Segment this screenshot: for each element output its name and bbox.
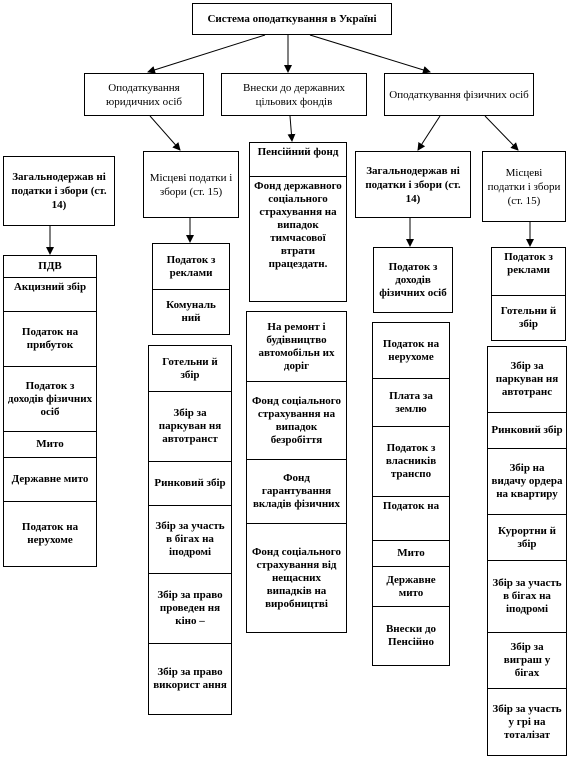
- phys-local-list-b: [487, 346, 567, 756]
- list-item: Податок на: [373, 497, 449, 541]
- phys-local-list-a: [491, 247, 566, 341]
- list-item: Збір за право використ ання: [153, 666, 227, 691]
- list-item: Податок на нерухоме: [21, 521, 79, 546]
- list-item: Збір за право проведен ня кіно –: [149, 574, 231, 644]
- list-item: Податок з доходів фізичних осіб: [4, 367, 96, 432]
- list-item: Фонд соціального страхування від нещасних випадків на виробництві: [251, 545, 342, 610]
- arrow-root-physical: [310, 35, 430, 72]
- legal-national-list: [3, 255, 97, 567]
- arrow-legal-local: [150, 116, 180, 150]
- list-item: Податок на прибуток: [4, 312, 96, 367]
- legal-local-taxes-label: Місцеві податки і збори (ст. 15): [149, 171, 233, 198]
- list-item: Внески до Пенсійно: [385, 623, 437, 648]
- phys-national-list-b: [372, 322, 450, 666]
- phys-local-taxes-label: Місцеві податки і збори (ст. 15): [487, 166, 561, 207]
- list-item: Податок з реклами: [153, 244, 229, 290]
- list-item: Ринковий збір: [488, 413, 566, 449]
- list-item: На ремонт і будівництво автомобільн их доріг: [247, 312, 346, 382]
- state-funds-label: Внески до державних цільових фондів: [242, 81, 346, 108]
- state-funds-box: [221, 73, 367, 116]
- legal-national-taxes-box: [3, 156, 115, 226]
- list-item: Збір за паркуван ня автотранст: [149, 392, 231, 462]
- legal-entities-box: [84, 73, 204, 116]
- list-item: Фонд гарантування вкладів фізичних: [247, 460, 346, 524]
- list-item: Державне мито: [373, 567, 449, 607]
- list-item: Комуналь ний: [166, 299, 216, 324]
- list-item: Збір за участь в бігах на іподромі: [149, 506, 231, 574]
- list-item: Готельни й збір: [500, 305, 557, 330]
- list-item: Податок з доходів фізичних осіб: [379, 260, 447, 299]
- list-item: Мито: [373, 541, 449, 567]
- list-item: Готельни й збір: [149, 346, 231, 392]
- phys-local-taxes-box: [482, 151, 566, 222]
- physical-persons-box: [384, 73, 534, 116]
- root-label: Система оподаткування в Україні: [207, 13, 377, 25]
- list-item: Акцизний збір: [4, 278, 96, 312]
- list-item: Податок на нерухоме: [373, 323, 449, 379]
- legal-national-taxes-label: Загальнодержав ні податки і збори (ст. 14): [11, 171, 107, 211]
- list-item: Мито: [4, 432, 96, 458]
- physical-persons-label: Оподаткування фізичних осіб: [389, 88, 529, 101]
- phys-national-taxes-label: Загальнодержав ні податки і збори (ст. 14): [365, 164, 461, 205]
- list-item: Державне мито: [4, 458, 96, 502]
- legal-entities-label: Оподаткування юридичних осіб: [106, 81, 182, 108]
- arrow-phys-local: [485, 116, 518, 150]
- legal-local-list-a: [152, 243, 230, 335]
- list-item: Збір за участь в бігах на іподромі: [488, 561, 566, 633]
- list-item: Фонд соціального страхування на випадок безробіття: [247, 382, 346, 460]
- list-item: Курортни й збір: [488, 515, 566, 561]
- legal-local-taxes-box: [143, 151, 239, 218]
- pension-fund-stack: [249, 142, 347, 302]
- arrow-phys-national: [418, 116, 440, 150]
- list-item: Фонд державного соціального страхування на випадок тимчасової втрати працездатн.: [254, 180, 342, 270]
- list-item: Збір за паркуван ня автотранс: [488, 347, 566, 413]
- arrow-funds-pension: [290, 116, 292, 141]
- funds-list: [246, 311, 347, 633]
- arrow-root-legal: [148, 35, 265, 72]
- phys-national-list-a: [373, 247, 453, 313]
- list-item: Пенсійний фонд: [250, 143, 346, 177]
- list-item: Плата за землю: [373, 379, 449, 427]
- list-item: ПДВ: [4, 256, 96, 278]
- list-item: Ринковий збір: [149, 462, 231, 506]
- list-item: Збір на видачу ордера на квартиру: [488, 449, 566, 515]
- list-item: Збір за виграш у бігах: [488, 633, 566, 689]
- list-item: Податок з власників транспо: [373, 427, 449, 497]
- phys-national-taxes-box: [355, 151, 471, 218]
- legal-local-list-b: [148, 345, 232, 715]
- list-item: Збір за участь у грі на тоталізат: [492, 702, 562, 741]
- list-item: Податок з реклами: [492, 248, 565, 296]
- root-box: [192, 3, 392, 35]
